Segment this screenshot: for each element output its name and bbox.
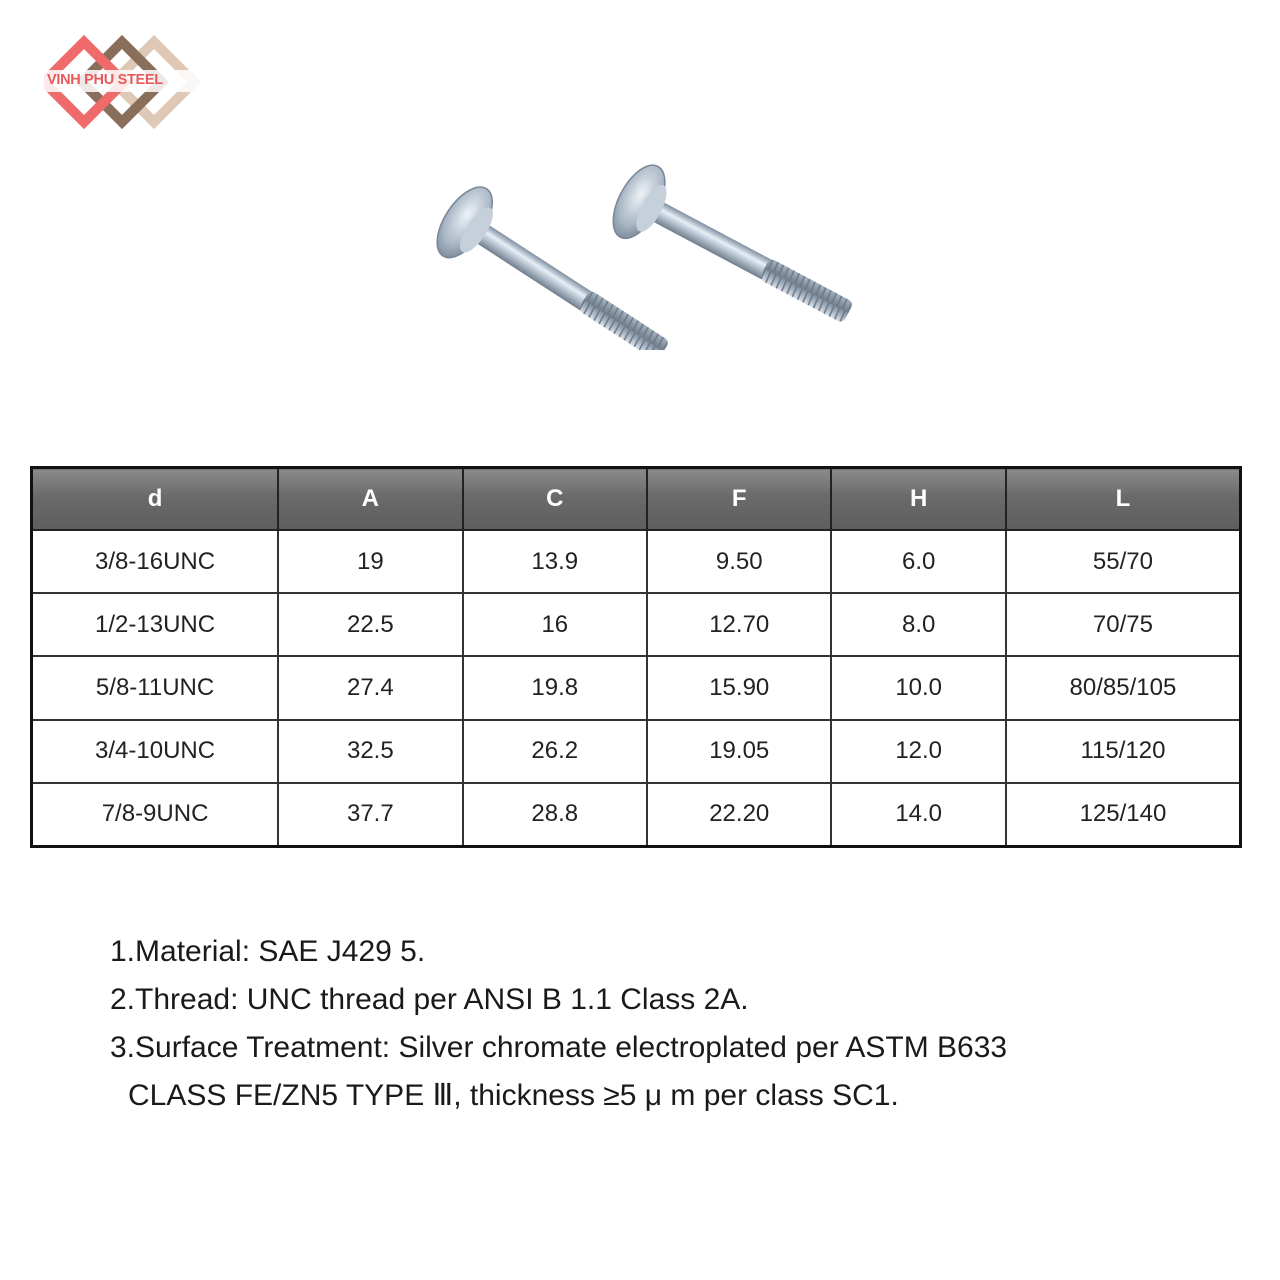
table-cell: 125/140 (1006, 783, 1241, 847)
header-cell-a: A (278, 468, 462, 531)
table-cell: 22.20 (647, 783, 831, 847)
table-cell: 26.2 (463, 720, 647, 783)
table-cell: 14.0 (831, 783, 1005, 847)
table-row (32, 720, 1241, 783)
table-cell: 9.50 (647, 530, 831, 593)
table-cell: 13.9 (463, 530, 647, 593)
table-cell: 115/120 (1006, 720, 1241, 783)
note-surface-treatment-cont: CLASS FE/ZN5 TYPE Ⅲ, thickness ≥5 μ m per class SC1. (128, 1079, 899, 1112)
table-cell: 8.0 (831, 593, 1005, 656)
table-cell: 6.0 (831, 530, 1005, 593)
header-cell-c: C (463, 468, 647, 531)
header-cell-f: F (647, 468, 831, 531)
table-cell: 27.4 (278, 656, 462, 719)
note-material: 1.Material: SAE J429 5. (110, 935, 426, 968)
table-row (32, 656, 1241, 719)
header-cell-d: d (32, 468, 279, 531)
table-cell: 3/4-10UNC (32, 720, 279, 783)
table-cell: 15.90 (647, 656, 831, 719)
table-cell: 19.05 (647, 720, 831, 783)
header-cell-l: L (1006, 468, 1241, 531)
spec-notes (110, 928, 1210, 1120)
table-cell: 19.8 (463, 656, 647, 719)
table-cell: 12.70 (647, 593, 831, 656)
table-cell: 16 (463, 593, 647, 656)
brand-name: VINH PHU STEEL (47, 72, 163, 88)
note-thread: 2.Thread: UNC thread per ANSI B 1.1 Class 2A. (110, 983, 749, 1016)
header-cell-h: H (831, 468, 1005, 531)
table-row (32, 593, 1241, 656)
table-cell: 10.0 (831, 656, 1005, 719)
table-row (32, 783, 1241, 847)
table-cell: 70/75 (1006, 593, 1241, 656)
table-cell: 55/70 (1006, 530, 1241, 593)
table-cell: 28.8 (463, 783, 647, 847)
note-surface-treatment: 3.Surface Treatment: Silver chromate electroplated per ASTM B633 (110, 1031, 1008, 1064)
table-cell: 3/8-16UNC (32, 530, 279, 593)
table-cell: 1/2-13UNC (32, 593, 279, 656)
carriage-bolts-image (420, 160, 880, 350)
table-cell: 12.0 (831, 720, 1005, 783)
table-cell: 5/8-11UNC (32, 656, 279, 719)
table-header-row (32, 468, 1241, 531)
table-cell: 37.7 (278, 783, 462, 847)
spec-table (30, 466, 1242, 848)
table-cell: 7/8-9UNC (32, 783, 279, 847)
table-row (32, 530, 1241, 593)
table-cell: 19 (278, 530, 462, 593)
table-cell: 22.5 (278, 593, 462, 656)
table-cell: 80/85/105 (1006, 656, 1241, 719)
table-cell: 32.5 (278, 720, 462, 783)
